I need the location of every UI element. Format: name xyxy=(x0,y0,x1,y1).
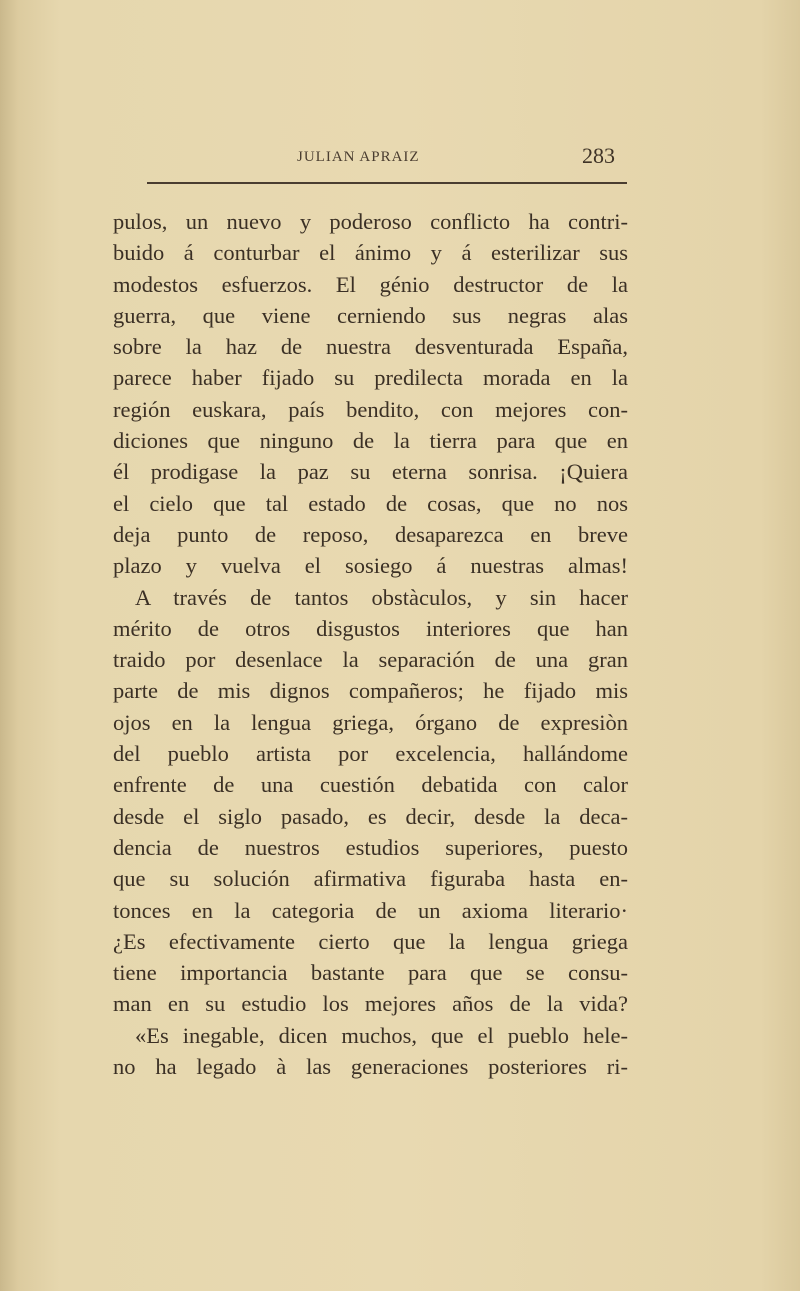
page-number: 283 xyxy=(582,143,615,168)
text-line: ojos en la lengua griega, órgano de expresiòn xyxy=(113,709,628,735)
text-line: parte de mis dignos compañeros; he fijado mis xyxy=(113,678,628,704)
text-line: tonces en la categoria de un axioma literario· xyxy=(113,897,628,923)
text-line: sobre la haz de nuestra desventurada España, xyxy=(113,334,628,360)
text-line: región euskara, país bendito, con mejores con- xyxy=(113,396,628,422)
text-line: dencia de nuestros estudios superiores, puesto xyxy=(113,834,628,860)
text-line: traido por desenlace la separación de una gran xyxy=(113,647,628,673)
text-line: no ha legado à las generaciones posteriores ri- xyxy=(113,1054,628,1080)
header-rule xyxy=(147,182,627,184)
text-line: diciones que ninguno de la tierra para que en xyxy=(113,428,628,454)
text-line: desde el siglo pasado, es decir, desde la deca- xyxy=(113,803,628,829)
text-line: que su solución afirmativa figuraba hasta en- xyxy=(113,866,628,892)
text-line: pulos, un nuevo y poderoso conflicto ha contri- xyxy=(113,209,628,234)
text-line: «Es inegable, dicen muchos, que el pueblo hele- xyxy=(135,1022,628,1048)
text-line: guerra, que viene cerniendo sus negras alas xyxy=(113,302,628,328)
body-text xyxy=(113,206,628,1082)
text-line: plazo y vuelva el sosiego á nuestras almas! xyxy=(113,553,628,579)
text-line: tiene importancia bastante para que se consu- xyxy=(113,960,628,986)
text-line: mérito de otros disgustos interiores que han xyxy=(113,615,628,641)
text-line: él prodigase la paz su eterna sonrisa. ¡Quiera xyxy=(113,459,628,485)
text-line: buido á conturbar el ánimo y á esterilizar sus xyxy=(113,240,628,266)
running-header xyxy=(147,143,627,173)
text-line: modestos esfuerzos. El génio destructor de la xyxy=(113,271,628,297)
running-title: JULIAN APRAIZ xyxy=(297,149,420,165)
text-line: del pueblo artista por excelencia, hallándome xyxy=(113,741,628,767)
text-line: man en su estudio los mejores años de la vida? xyxy=(113,991,628,1017)
text-line: el cielo que tal estado de cosas, que no nos xyxy=(113,490,628,516)
text-line: enfrente de una cuestión debatida con calor xyxy=(113,772,628,798)
text-line: parece haber fijado su predilecta morada en la xyxy=(113,365,628,391)
text-line: A través de tantos obstàculos, y sin hacer xyxy=(135,584,628,610)
text-line: deja punto de reposo, desaparezca en breve xyxy=(113,521,628,547)
text-line: ¿Es efectivamente cierto que la lengua griega xyxy=(113,928,628,954)
